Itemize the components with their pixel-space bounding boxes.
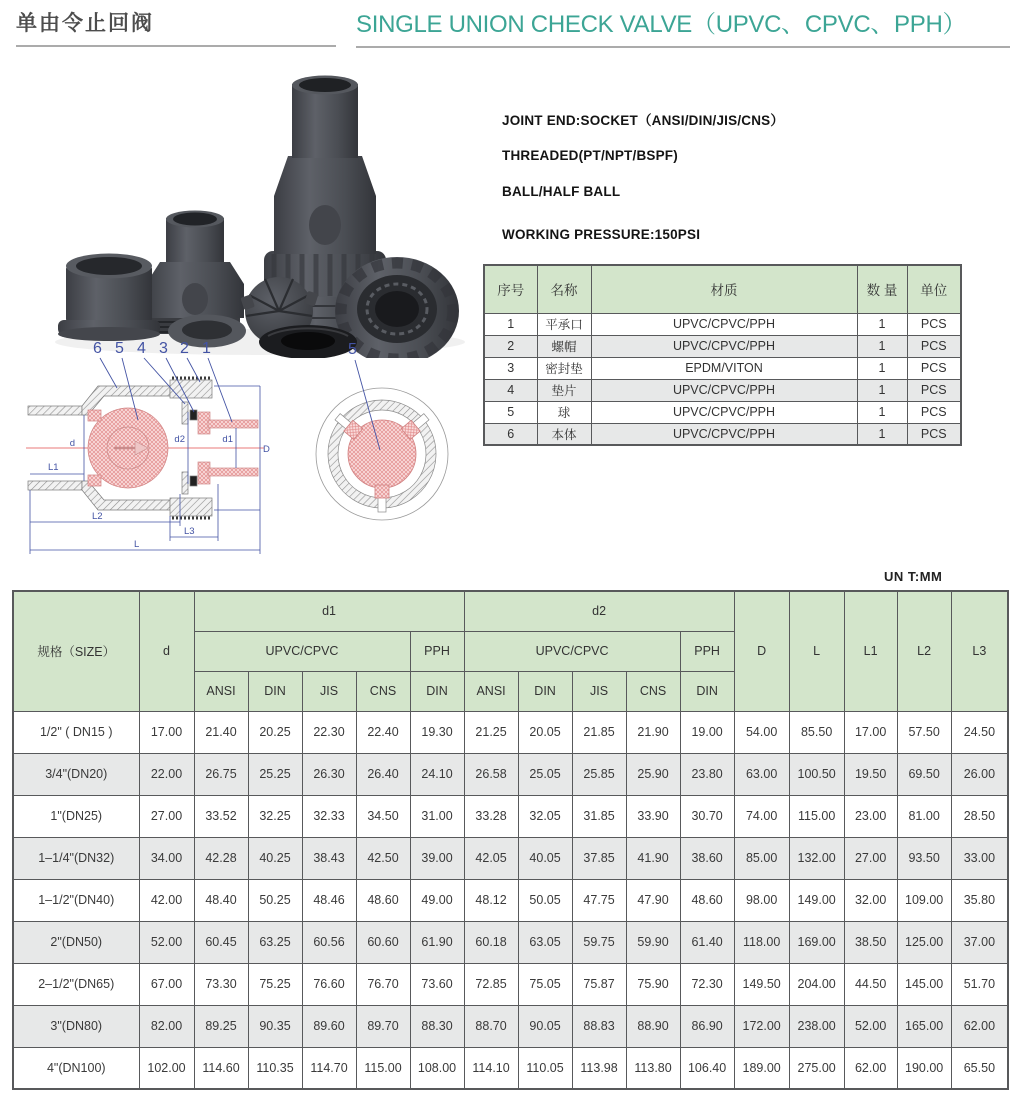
table-cell: 114.70 bbox=[302, 1047, 356, 1089]
table-cell: EPDM/VITON bbox=[591, 357, 857, 379]
table-cell: 82.00 bbox=[139, 1005, 194, 1047]
table-cell: 110.05 bbox=[518, 1047, 572, 1089]
table-cell: 38.43 bbox=[302, 837, 356, 879]
table-cell: 25.90 bbox=[626, 753, 680, 795]
table-cell: 59.90 bbox=[626, 921, 680, 963]
page-title-en: SINGLE UNION CHECK VALVE（UPVC、CPVC、PPH） bbox=[356, 4, 1010, 48]
table-cell: 3/4"(DN20) bbox=[13, 753, 139, 795]
table-cell: 23.80 bbox=[680, 753, 734, 795]
table-cell: 62.00 bbox=[844, 1047, 897, 1089]
dim-col-size: 规格（SIZE） bbox=[13, 591, 139, 711]
table-cell: 31.00 bbox=[410, 795, 464, 837]
table-cell: 238.00 bbox=[789, 1005, 844, 1047]
table-cell: 63.05 bbox=[518, 921, 572, 963]
table-cell: 26.75 bbox=[194, 753, 248, 795]
table-cell: 5 bbox=[484, 401, 537, 423]
table-cell: 114.10 bbox=[464, 1047, 518, 1089]
table-row bbox=[13, 837, 1008, 879]
table-cell: 1 bbox=[857, 357, 907, 379]
table-cell: 26.00 bbox=[951, 753, 1008, 795]
table-cell: 54.00 bbox=[734, 711, 789, 753]
dim-col-L: L bbox=[789, 591, 844, 711]
spec-working-pressure: WORKING PRESSURE:150PSI bbox=[502, 227, 701, 242]
table-cell: 85.00 bbox=[734, 837, 789, 879]
table-cell: 110.35 bbox=[248, 1047, 302, 1089]
table-cell: 52.00 bbox=[139, 921, 194, 963]
table-cell: 51.70 bbox=[951, 963, 1008, 1005]
callout-4: 4 bbox=[137, 340, 146, 357]
table-cell: 32.05 bbox=[518, 795, 572, 837]
table-cell: 89.60 bbox=[302, 1005, 356, 1047]
table-cell: 76.70 bbox=[356, 963, 410, 1005]
table-cell: 27.00 bbox=[844, 837, 897, 879]
table-cell: 35.80 bbox=[951, 879, 1008, 921]
table-cell: 113.80 bbox=[626, 1047, 680, 1089]
dim-d2-pph: PPH bbox=[680, 631, 734, 671]
callout-3: 3 bbox=[159, 340, 168, 357]
dim-group-d1: d1 bbox=[194, 591, 464, 631]
table-cell: 50.25 bbox=[248, 879, 302, 921]
callout-2: 2 bbox=[180, 340, 189, 357]
table-cell: 98.00 bbox=[734, 879, 789, 921]
callout-6: 6 bbox=[93, 340, 102, 357]
table-cell: 169.00 bbox=[789, 921, 844, 963]
table-cell: 2"(DN50) bbox=[13, 921, 139, 963]
table-cell: UPVC/CPVC/PPH bbox=[591, 335, 857, 357]
table-cell: 30.70 bbox=[680, 795, 734, 837]
table-cell: 42.28 bbox=[194, 837, 248, 879]
dimension-table bbox=[12, 590, 1009, 1090]
table-row bbox=[13, 711, 1008, 753]
table-cell: 21.85 bbox=[572, 711, 626, 753]
dim-d1-upvc-cpvc: UPVC/CPVC bbox=[194, 631, 410, 671]
parts-table-header-row bbox=[484, 265, 961, 313]
table-row bbox=[484, 401, 961, 423]
parts-col-qty: 数 量 bbox=[857, 265, 907, 313]
table-cell: UPVC/CPVC/PPH bbox=[591, 423, 857, 445]
table-cell: 47.75 bbox=[572, 879, 626, 921]
table-cell: 72.85 bbox=[464, 963, 518, 1005]
table-cell: 125.00 bbox=[897, 921, 951, 963]
table-cell: 275.00 bbox=[789, 1047, 844, 1089]
table-cell: 25.05 bbox=[518, 753, 572, 795]
table-cell: 88.90 bbox=[626, 1005, 680, 1047]
table-cell: 149.00 bbox=[789, 879, 844, 921]
parts-table bbox=[483, 264, 962, 446]
table-cell: 19.50 bbox=[844, 753, 897, 795]
table-cell: 44.50 bbox=[844, 963, 897, 1005]
table-cell: 114.60 bbox=[194, 1047, 248, 1089]
table-cell: 48.40 bbox=[194, 879, 248, 921]
dim-col-L2: L2 bbox=[897, 591, 951, 711]
table-cell: 22.30 bbox=[302, 711, 356, 753]
table-cell: 57.50 bbox=[897, 711, 951, 753]
table-cell: 72.30 bbox=[680, 963, 734, 1005]
table-cell: 108.00 bbox=[410, 1047, 464, 1089]
table-cell: 1 bbox=[857, 423, 907, 445]
table-cell: PCS bbox=[907, 423, 961, 445]
table-cell: 38.50 bbox=[844, 921, 897, 963]
dim-d2-cns: CNS bbox=[626, 671, 680, 711]
table-cell: PCS bbox=[907, 401, 961, 423]
table-row bbox=[13, 795, 1008, 837]
table-cell: 74.00 bbox=[734, 795, 789, 837]
spec-list bbox=[502, 112, 784, 243]
table-cell: 165.00 bbox=[897, 1005, 951, 1047]
table-cell: 63.00 bbox=[734, 753, 789, 795]
dim-d1-ansi: ANSI bbox=[194, 671, 248, 711]
table-row bbox=[13, 963, 1008, 1005]
table-cell: 平承口 bbox=[537, 313, 591, 335]
table-cell: 115.00 bbox=[789, 795, 844, 837]
table-cell: 32.00 bbox=[844, 879, 897, 921]
dim-col-L1: L1 bbox=[844, 591, 897, 711]
dim-label-d2: d2 bbox=[174, 434, 185, 445]
table-cell: 27.00 bbox=[139, 795, 194, 837]
table-cell: 37.85 bbox=[572, 837, 626, 879]
table-cell: PCS bbox=[907, 335, 961, 357]
table-cell: 24.10 bbox=[410, 753, 464, 795]
table-cell: 42.50 bbox=[356, 837, 410, 879]
table-cell: 22.00 bbox=[139, 753, 194, 795]
dim-d1-pph: PPH bbox=[410, 631, 464, 671]
table-cell: 19.30 bbox=[410, 711, 464, 753]
dim-header-row-1 bbox=[13, 591, 1008, 631]
table-row bbox=[484, 379, 961, 401]
table-cell: 33.52 bbox=[194, 795, 248, 837]
callout-5: 5 bbox=[115, 340, 124, 357]
table-cell: 1 bbox=[857, 335, 907, 357]
table-cell: 61.40 bbox=[680, 921, 734, 963]
table-cell: 41.90 bbox=[626, 837, 680, 879]
table-cell: 螺帽 bbox=[537, 335, 591, 357]
technical-drawing bbox=[22, 336, 472, 571]
table-cell: 88.83 bbox=[572, 1005, 626, 1047]
table-cell: 42.05 bbox=[464, 837, 518, 879]
table-cell: 25.85 bbox=[572, 753, 626, 795]
table-cell: 85.50 bbox=[789, 711, 844, 753]
table-cell: 190.00 bbox=[897, 1047, 951, 1089]
table-cell: 2 bbox=[484, 335, 537, 357]
table-cell: 20.05 bbox=[518, 711, 572, 753]
table-row bbox=[13, 753, 1008, 795]
table-cell: UPVC/CPVC/PPH bbox=[591, 379, 857, 401]
table-cell: 75.87 bbox=[572, 963, 626, 1005]
table-cell: 109.00 bbox=[897, 879, 951, 921]
table-cell: 39.00 bbox=[410, 837, 464, 879]
dim-label-L3: L3 bbox=[184, 526, 195, 537]
table-cell: UPVC/CPVC/PPH bbox=[591, 401, 857, 423]
dim-label-L1: L1 bbox=[48, 462, 59, 473]
table-cell: 22.40 bbox=[356, 711, 410, 753]
table-cell: 17.00 bbox=[844, 711, 897, 753]
callout-1: 1 bbox=[202, 340, 211, 357]
table-cell: 1"(DN25) bbox=[13, 795, 139, 837]
table-cell: 60.56 bbox=[302, 921, 356, 963]
table-cell: 172.00 bbox=[734, 1005, 789, 1047]
dim-d1-din: DIN bbox=[248, 671, 302, 711]
table-cell: 1 bbox=[857, 401, 907, 423]
table-cell: 球 bbox=[537, 401, 591, 423]
table-cell: 88.70 bbox=[464, 1005, 518, 1047]
table-cell: 34.50 bbox=[356, 795, 410, 837]
dim-d1-jis: JIS bbox=[302, 671, 356, 711]
product-photo bbox=[30, 68, 475, 358]
table-cell: 33.28 bbox=[464, 795, 518, 837]
table-cell: UPVC/CPVC/PPH bbox=[591, 313, 857, 335]
table-cell: 89.70 bbox=[356, 1005, 410, 1047]
table-cell: 25.25 bbox=[248, 753, 302, 795]
parts-col-material: 材质 bbox=[591, 265, 857, 313]
table-cell: 26.58 bbox=[464, 753, 518, 795]
table-cell: 26.30 bbox=[302, 753, 356, 795]
table-cell: 6 bbox=[484, 423, 537, 445]
dim-col-L3: L3 bbox=[951, 591, 1008, 711]
table-row bbox=[484, 423, 961, 445]
dim-col-D: D bbox=[734, 591, 789, 711]
table-cell: 90.05 bbox=[518, 1005, 572, 1047]
dim-d2-din: DIN bbox=[518, 671, 572, 711]
table-cell: PCS bbox=[907, 379, 961, 401]
table-cell: 3 bbox=[484, 357, 537, 379]
table-cell: 60.18 bbox=[464, 921, 518, 963]
table-cell: 1 bbox=[857, 313, 907, 335]
parts-col-index: 序号 bbox=[484, 265, 537, 313]
table-cell: 65.50 bbox=[951, 1047, 1008, 1089]
table-cell: 33.90 bbox=[626, 795, 680, 837]
dim-label-d: d bbox=[69, 438, 75, 449]
table-cell: 21.40 bbox=[194, 711, 248, 753]
table-cell: 189.00 bbox=[734, 1047, 789, 1089]
table-cell: 60.45 bbox=[194, 921, 248, 963]
dim-d1-pph-din: DIN bbox=[410, 671, 464, 711]
dim-label-d1: d1 bbox=[222, 434, 233, 445]
table-cell: 21.90 bbox=[626, 711, 680, 753]
parts-col-unit: 单位 bbox=[907, 265, 961, 313]
table-cell: 1 bbox=[484, 313, 537, 335]
table-row bbox=[13, 921, 1008, 963]
table-cell: 90.35 bbox=[248, 1005, 302, 1047]
table-cell: 89.25 bbox=[194, 1005, 248, 1047]
table-row bbox=[13, 879, 1008, 921]
dim-group-d2: d2 bbox=[464, 591, 734, 631]
table-cell: 40.05 bbox=[518, 837, 572, 879]
table-row bbox=[484, 357, 961, 379]
table-cell: 本体 bbox=[537, 423, 591, 445]
dim-d2-upvc-cpvc: UPVC/CPVC bbox=[464, 631, 680, 671]
table-cell: 73.30 bbox=[194, 963, 248, 1005]
table-cell: 61.90 bbox=[410, 921, 464, 963]
table-cell: 21.25 bbox=[464, 711, 518, 753]
table-cell: 132.00 bbox=[789, 837, 844, 879]
table-cell: 145.00 bbox=[897, 963, 951, 1005]
table-cell: 67.00 bbox=[139, 963, 194, 1005]
table-cell: 17.00 bbox=[139, 711, 194, 753]
table-cell: 59.75 bbox=[572, 921, 626, 963]
table-cell: 73.60 bbox=[410, 963, 464, 1005]
table-cell: 42.00 bbox=[139, 879, 194, 921]
socket-end-part bbox=[58, 254, 160, 342]
page-title-zh: 单由令止回阀 bbox=[16, 7, 336, 47]
table-cell: 19.00 bbox=[680, 711, 734, 753]
table-cell: 密封垫 bbox=[537, 357, 591, 379]
front-view bbox=[316, 341, 448, 520]
table-cell: 50.05 bbox=[518, 879, 572, 921]
table-cell: 1–1/4"(DN32) bbox=[13, 837, 139, 879]
table-cell: 75.90 bbox=[626, 963, 680, 1005]
table-cell: 52.00 bbox=[844, 1005, 897, 1047]
dim-label-D: D bbox=[263, 444, 270, 455]
dim-d1-cns: CNS bbox=[356, 671, 410, 711]
section-callout-numbers bbox=[93, 340, 211, 357]
table-cell: 88.30 bbox=[410, 1005, 464, 1047]
dim-d2-pph-din: DIN bbox=[680, 671, 734, 711]
table-cell: 3"(DN80) bbox=[13, 1005, 139, 1047]
table-row bbox=[484, 313, 961, 335]
table-row bbox=[484, 335, 961, 357]
dim-label-L2: L2 bbox=[92, 511, 103, 522]
table-cell: 24.50 bbox=[951, 711, 1008, 753]
table-cell: 118.00 bbox=[734, 921, 789, 963]
table-row bbox=[13, 1005, 1008, 1047]
table-cell: 32.33 bbox=[302, 795, 356, 837]
table-cell: 62.00 bbox=[951, 1005, 1008, 1047]
callout-front-5: 5 bbox=[348, 341, 357, 358]
table-cell: 115.00 bbox=[356, 1047, 410, 1089]
table-cell: 76.60 bbox=[302, 963, 356, 1005]
unit-note: UN T:MM bbox=[884, 569, 943, 584]
table-cell: 149.50 bbox=[734, 963, 789, 1005]
table-cell: 28.50 bbox=[951, 795, 1008, 837]
table-cell: 63.25 bbox=[248, 921, 302, 963]
table-cell: PCS bbox=[907, 313, 961, 335]
table-cell: 204.00 bbox=[789, 963, 844, 1005]
table-cell: 23.00 bbox=[844, 795, 897, 837]
table-cell: 38.60 bbox=[680, 837, 734, 879]
parts-col-name: 名称 bbox=[537, 265, 591, 313]
table-cell: 48.12 bbox=[464, 879, 518, 921]
table-cell: 2–1/2"(DN65) bbox=[13, 963, 139, 1005]
table-cell: 48.46 bbox=[302, 879, 356, 921]
table-cell: 1/2" ( DN15 ) bbox=[13, 711, 139, 753]
table-cell: 93.50 bbox=[897, 837, 951, 879]
table-cell: 100.50 bbox=[789, 753, 844, 795]
spec-threaded: THREADED(PT/NPT/BSPF) bbox=[502, 148, 678, 163]
dim-col-d: d bbox=[139, 591, 194, 711]
table-cell: PCS bbox=[907, 357, 961, 379]
table-cell: 1 bbox=[857, 379, 907, 401]
dim-label-L: L bbox=[134, 539, 140, 550]
table-cell: 31.85 bbox=[572, 795, 626, 837]
table-cell: 20.25 bbox=[248, 711, 302, 753]
table-cell: 75.25 bbox=[248, 963, 302, 1005]
table-cell: 75.05 bbox=[518, 963, 572, 1005]
table-cell: 102.00 bbox=[139, 1047, 194, 1089]
table-cell: 34.00 bbox=[139, 837, 194, 879]
dim-d2-ansi: ANSI bbox=[464, 671, 518, 711]
table-cell: 47.90 bbox=[626, 879, 680, 921]
table-cell: 37.00 bbox=[951, 921, 1008, 963]
spec-joint-end: JOINT END:SOCKET（ANSI/DIN/JIS/CNS） bbox=[502, 113, 785, 128]
section-view bbox=[26, 378, 264, 518]
table-cell: 4"(DN100) bbox=[13, 1047, 139, 1089]
ball-section bbox=[88, 408, 168, 488]
table-cell: 48.60 bbox=[356, 879, 410, 921]
table-cell: 32.25 bbox=[248, 795, 302, 837]
ball-front bbox=[344, 420, 420, 498]
table-cell: 40.25 bbox=[248, 837, 302, 879]
table-cell: 4 bbox=[484, 379, 537, 401]
table-cell: 106.40 bbox=[680, 1047, 734, 1089]
table-cell: 垫片 bbox=[537, 379, 591, 401]
table-cell: 69.50 bbox=[897, 753, 951, 795]
table-cell: 33.00 bbox=[951, 837, 1008, 879]
table-cell: 86.90 bbox=[680, 1005, 734, 1047]
table-cell: 26.40 bbox=[356, 753, 410, 795]
table-cell: 113.98 bbox=[572, 1047, 626, 1089]
dim-d2-jis: JIS bbox=[572, 671, 626, 711]
table-cell: 60.60 bbox=[356, 921, 410, 963]
spec-ball-type: BALL/HALF BALL bbox=[502, 184, 621, 199]
table-cell: 49.00 bbox=[410, 879, 464, 921]
table-row bbox=[13, 1047, 1008, 1089]
table-cell: 81.00 bbox=[897, 795, 951, 837]
table-cell: 48.60 bbox=[680, 879, 734, 921]
table-cell: 1–1/2"(DN40) bbox=[13, 879, 139, 921]
